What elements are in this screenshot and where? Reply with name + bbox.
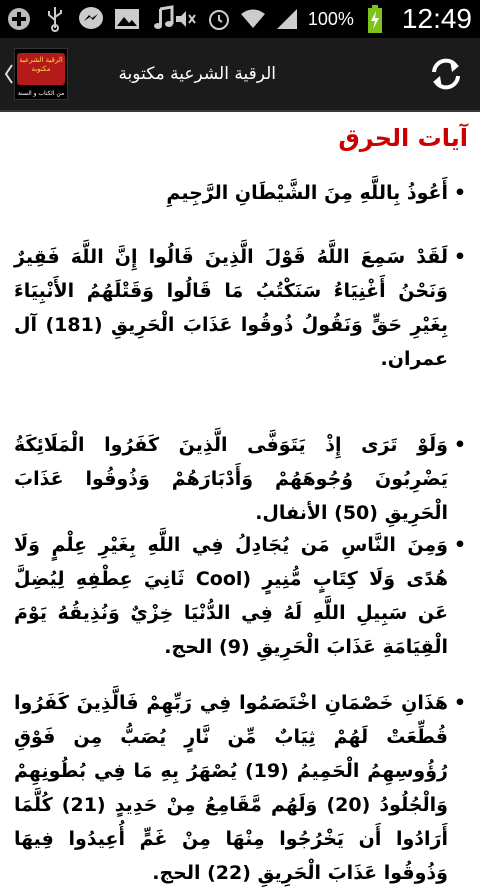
refresh-icon	[426, 54, 466, 94]
clock: 12:49	[401, 3, 472, 34]
image-icon	[114, 6, 140, 32]
logo-text: الرقية الشرعية مكتوبة	[17, 53, 65, 85]
status-bar	[0, 0, 480, 38]
battery-percent: 100%	[307, 8, 354, 29]
content-scroll[interactable]	[0, 112, 480, 884]
refresh-button[interactable]	[418, 46, 474, 102]
wifi-icon	[240, 6, 266, 32]
messenger-icon	[78, 6, 104, 32]
verse-item: • هَذَانِ خَصْمَانِ اخْتَصَمُوا فِي رَبِّهِمْ فَالَّذِينَ كَفَرُوا قُطِّعَتْ لَهُمْ ثِيَابٌ مِّن نَّارٍ يُصَبُّ مِن فَوْقِ رُؤُوسِهِمُ الْحَمِيمُ (19) يُصْهَرُ بِهِ مَا فِي بُطُونِهِمْ وَالْجُلُودُ (20) وَلَهُم مَّقَامِعُ مِنْ حَدِيدٍ (21) كُلَّمَا أَرَادُوا أَن يَخْرُجُوا مِنْهَا مِنْ غَمٍّ أُعِيدُوا فِيهَا وَذُوقُوا عَذَابَ الْحَرِيقِ (22) الحج.	[14, 686, 466, 890]
alarm-icon	[206, 6, 232, 32]
notification-icons	[6, 4, 176, 34]
verse-item: • لَقَدْ سَمِعَ اللَّهُ قَوْلَ الَّذِينَ قَالُوا إِنَّ اللَّهَ فَقِيرٌ وَنَحْنُ أَغْنِيَاءُ سَنَكْتُبُ مَا قَالُوا وَقَتْلَهُمُ الأَنْبِيَاءَ بِغَيْرِ حَقٍّ وَنَقُولُ ذُوقُوا عَذَابَ الْحَرِيقِ (181) آل عمران.	[14, 240, 466, 376]
section-title: آيات الحرق	[338, 124, 468, 152]
add-icon	[6, 6, 32, 32]
action-bar	[0, 38, 480, 110]
app-title: الرقية الشرعية مكتوبة	[118, 64, 276, 84]
verse-item: • وَلَوْ تَرَى إِذْ يَتَوَفَّى الَّذِينَ كَفَرُوا الْمَلَائِكَةُ يَضْرِبُونَ وُجُوهَهُمْ وَأَدْبَارَهُمْ وَذُوقُوا عَذَابَ الْحَرِيقِ (50) الأنفال.	[14, 428, 466, 530]
back-arrow-icon[interactable]	[4, 62, 14, 86]
logo-subtext: من الكتاب و السنة	[17, 90, 65, 97]
app-logo[interactable]	[14, 48, 68, 100]
battery-charging-icon	[362, 6, 388, 32]
system-status	[172, 0, 472, 38]
signal-icon	[274, 6, 300, 32]
verse-item: • وَمِنَ النَّاسِ مَن يُجَادِلُ فِي اللَّهِ بِغَيْرِ عِلْمٍ وَلَا هُدًى وَلَا كِتَابٍ مُّنِيرٍ (Cool ثَانِيَ عِطْفِهِ لِيُضِلَّ عَن سَبِيلِ اللَّهِ لَهُ فِي الدُّنْيَا خِزْيٌ وَنُذِيقُهُ يَوْمَ الْقِيَامَةِ عَذَابَ الْحَرِيقِ (9) الحج.	[14, 528, 466, 664]
mute-icon	[172, 6, 198, 32]
verse-item: • أَعُوذُ بِاللَّهِ مِنَ الشَّيْطَانِ الرَّجِيمِ	[14, 176, 466, 210]
usb-icon	[42, 6, 68, 32]
